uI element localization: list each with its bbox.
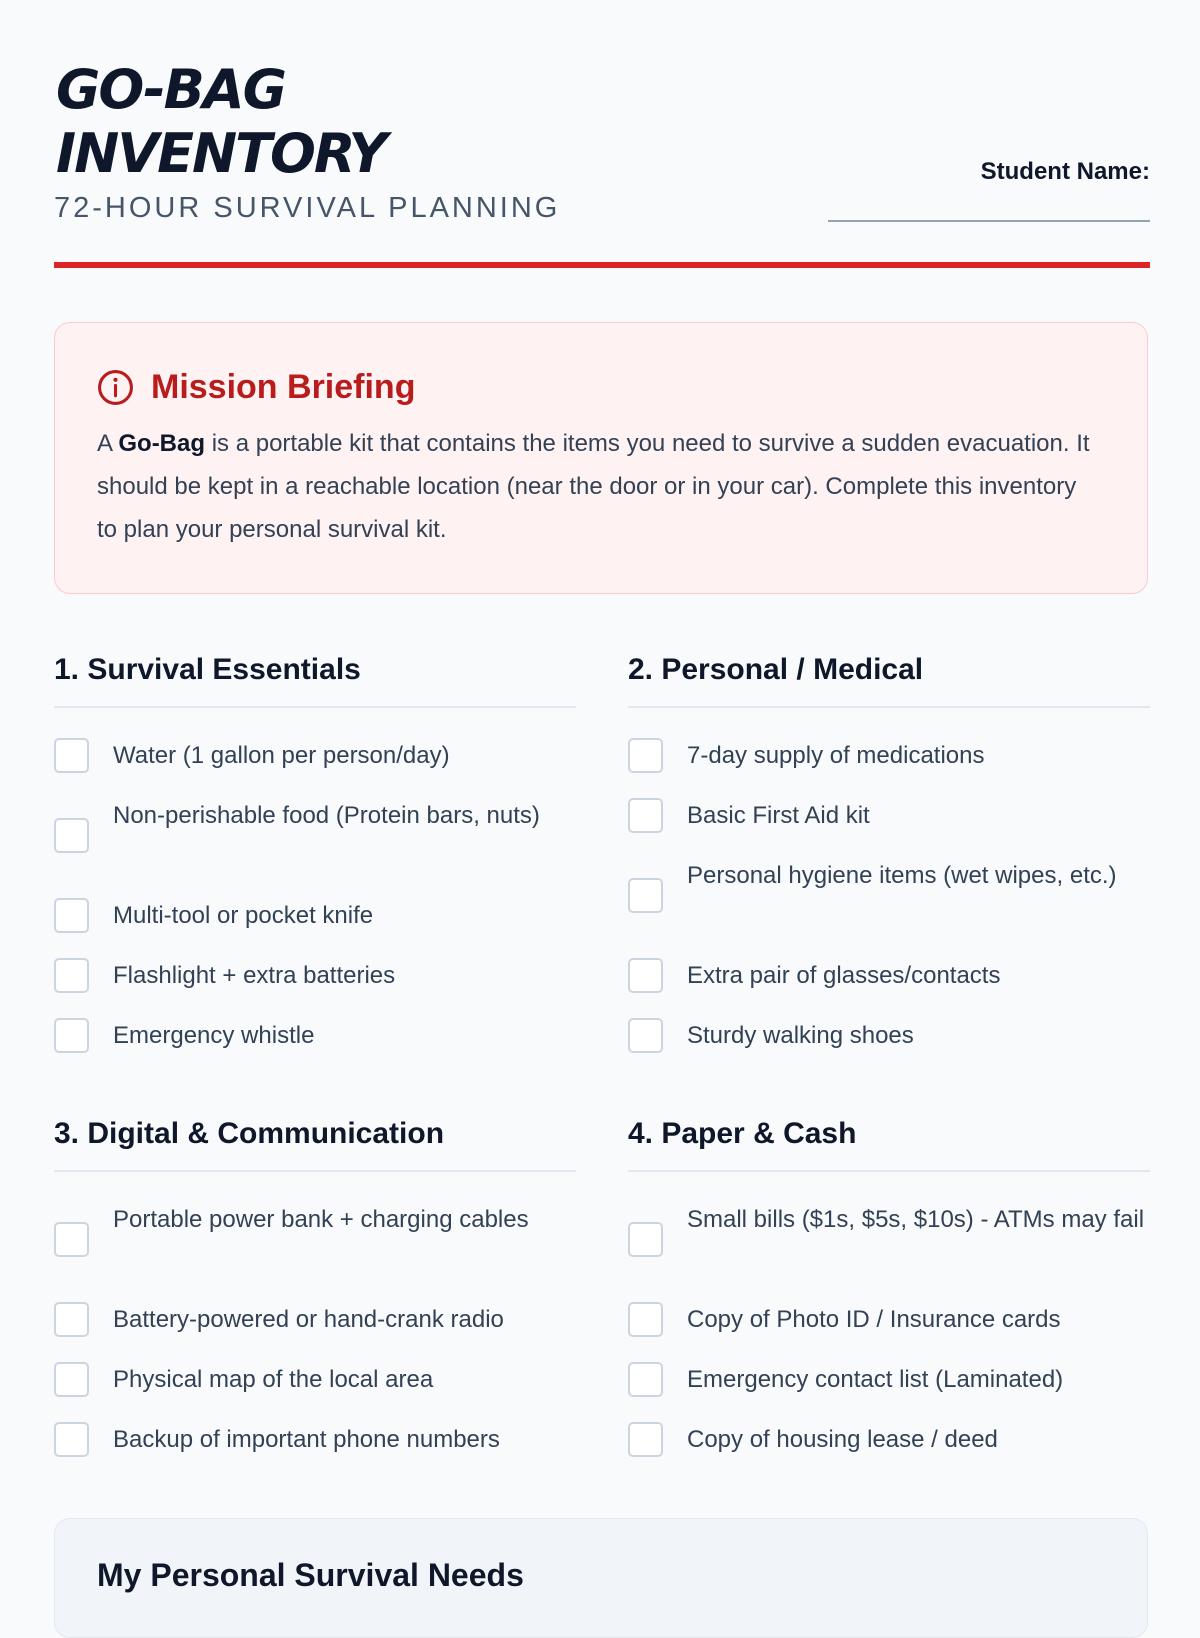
briefing-text-bold: Go-Bag xyxy=(118,430,206,457)
student-name-field[interactable] xyxy=(828,220,1150,222)
checklist-item-label: Copy of Photo ID / Insurance cards xyxy=(687,1306,1061,1333)
checklist-item-label: Backup of important phone numbers xyxy=(113,1426,500,1453)
personal-needs-card xyxy=(54,1518,1148,1638)
checkbox[interactable] xyxy=(628,1422,663,1457)
checklist-item-label: Personal hygiene items (wet wipes, etc.) xyxy=(687,862,1117,889)
personal-needs-title: My Personal Survival Needs xyxy=(97,1557,524,1593)
checkbox[interactable] xyxy=(54,1422,89,1457)
checkbox[interactable] xyxy=(628,1222,663,1257)
section-divider xyxy=(628,706,1150,708)
checkbox[interactable] xyxy=(54,818,89,853)
briefing-text-rest: is a portable kit that contains the items you need to survive a sudden evacuation. It should be kept in a reachable location (near the door or in your car). Complete this inventory to plan your personal survival kit. xyxy=(97,430,1090,543)
page-subtitle: 72-HOUR SURVIVAL PLANNING xyxy=(54,192,561,224)
checklist-item-label: Sturdy walking shoes xyxy=(687,1022,914,1049)
checkbox[interactable] xyxy=(628,1302,663,1337)
checkbox[interactable] xyxy=(54,1222,89,1257)
title-line-1: GO-BAG xyxy=(56,58,285,121)
section-divider xyxy=(54,706,576,708)
checklist-item-label: Basic First Aid kit xyxy=(687,802,870,829)
checklist-item-label: Multi-tool or pocket knife xyxy=(113,902,374,929)
checkbox[interactable] xyxy=(54,1362,89,1397)
page-title xyxy=(56,58,386,186)
checkbox[interactable] xyxy=(628,1362,663,1397)
section-divider xyxy=(54,1170,576,1172)
checklist-item-label: Flashlight + extra batteries xyxy=(113,962,396,989)
checkbox[interactable] xyxy=(628,878,663,913)
checklist-item-label: Emergency whistle xyxy=(113,1022,315,1049)
info-circle-icon xyxy=(97,369,134,406)
section-divider xyxy=(628,1170,1150,1172)
checkbox[interactable] xyxy=(54,1018,89,1053)
checklist-item-label: Copy of housing lease / deed xyxy=(687,1426,998,1453)
checklist-item-label: Portable power bank + charging cables xyxy=(113,1206,529,1233)
checklist-item-label: 7-day supply of medications xyxy=(687,742,985,769)
checkbox[interactable] xyxy=(54,738,89,773)
briefing-text-prefix: A xyxy=(97,430,119,457)
checkbox[interactable] xyxy=(628,1018,663,1053)
checklist-item-label: Battery-powered or hand-crank radio xyxy=(113,1306,504,1333)
section-title: 3. Digital & Communication xyxy=(54,1117,445,1150)
checklist-item-label: Physical map of the local area xyxy=(113,1366,434,1393)
checkbox[interactable] xyxy=(54,1302,89,1337)
checkbox[interactable] xyxy=(54,958,89,993)
header-divider xyxy=(54,262,1150,268)
checkbox[interactable] xyxy=(628,738,663,773)
mission-briefing-card xyxy=(54,322,1148,594)
checklist-item-label: Non-perishable food (Protein bars, nuts) xyxy=(113,802,540,829)
header xyxy=(54,56,1150,270)
section-title: 2. Personal / Medical xyxy=(628,653,924,686)
checkbox[interactable] xyxy=(628,958,663,993)
checklist-item-label: Small bills ($1s, $5s, $10s) - ATMs may fail xyxy=(687,1206,1145,1233)
checkbox[interactable] xyxy=(628,798,663,833)
title-line-2: INVENTORY xyxy=(56,122,386,185)
section-title: 1. Survival Essentials xyxy=(54,653,361,686)
checkbox[interactable] xyxy=(54,898,89,933)
briefing-text xyxy=(97,422,1097,551)
briefing-title: Mission Briefing xyxy=(151,368,416,406)
checklist-item-label: Extra pair of glasses/contacts xyxy=(687,962,1001,989)
checklist-item-label: Emergency contact list (Laminated) xyxy=(687,1366,1064,1393)
section-title: 4. Paper & Cash xyxy=(628,1117,857,1150)
student-name-label: Student Name: xyxy=(980,158,1150,185)
checklist-item-label: Water (1 gallon per person/day) xyxy=(113,742,450,769)
